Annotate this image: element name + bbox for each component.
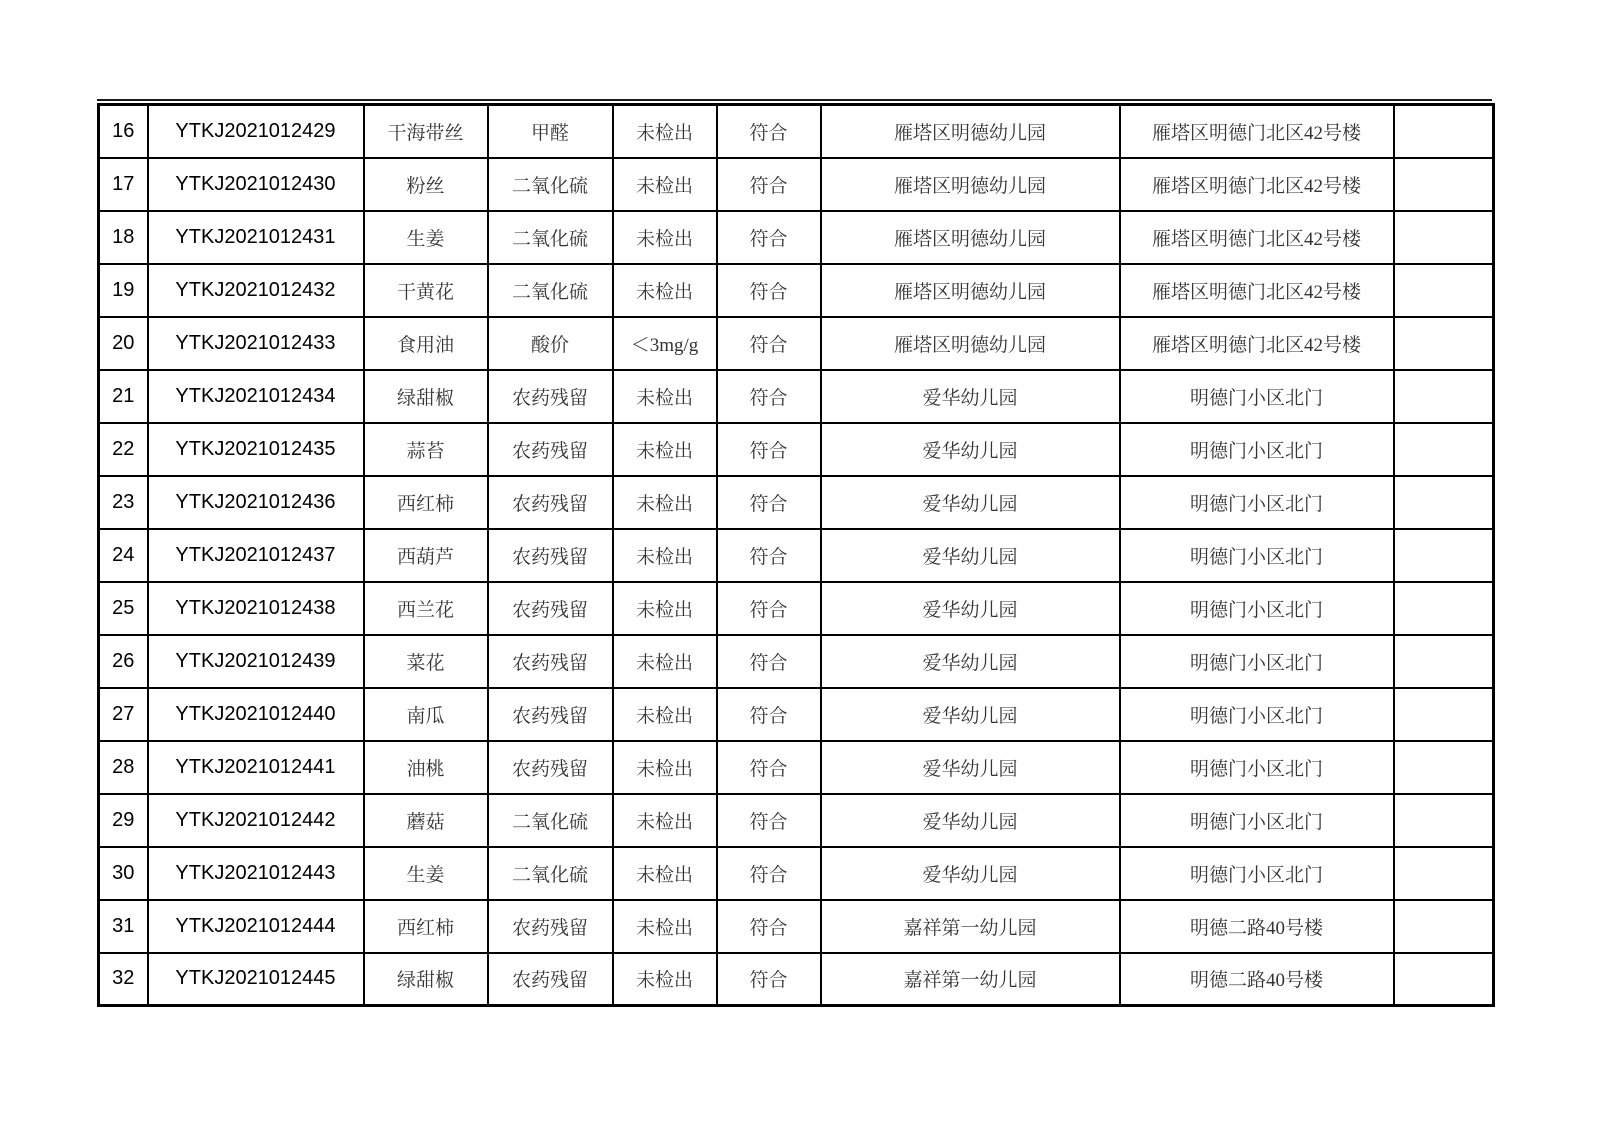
cell-remark [1394,794,1494,847]
cell-remark [1394,317,1494,370]
cell-test-item: 农药残留 [488,370,613,423]
cell-sample-name: 干海带丝 [364,105,488,158]
table-row [99,423,1494,476]
cell-test-result: 未检出 [613,635,717,688]
cell-sampled-unit: 爱华幼儿园 [821,582,1120,635]
table-row [99,105,1494,158]
cell-remark [1394,158,1494,211]
cell-sample-code: YTKJ2021012445 [148,953,364,1006]
cell-sample-name: 生姜 [364,847,488,900]
cell-remark [1394,635,1494,688]
cell-conclusion: 符合 [717,847,821,900]
cell-row-number: 29 [99,794,148,847]
cell-sample-code: YTKJ2021012433 [148,317,364,370]
cell-conclusion: 符合 [717,741,821,794]
cell-conclusion: 符合 [717,264,821,317]
cell-sampled-unit: 雁塔区明德幼儿园 [821,158,1120,211]
cell-conclusion: 符合 [717,529,821,582]
cell-row-number: 19 [99,264,148,317]
cell-test-result: 未检出 [613,741,717,794]
cell-sampled-unit: 爱华幼儿园 [821,688,1120,741]
cell-test-item: 农药残留 [488,635,613,688]
cell-remark [1394,423,1494,476]
cell-remark [1394,370,1494,423]
table-row [99,688,1494,741]
cell-conclusion: 符合 [717,688,821,741]
cell-sample-name: 绿甜椒 [364,953,488,1006]
table-row [99,794,1494,847]
inspection-results-table [97,103,1495,1007]
cell-remark [1394,264,1494,317]
cell-remark [1394,529,1494,582]
cell-test-item: 二氧化硫 [488,794,613,847]
cell-test-result: 未检出 [613,953,717,1006]
cell-test-result: 未检出 [613,688,717,741]
cell-sample-name: 南瓜 [364,688,488,741]
cell-conclusion: 符合 [717,953,821,1006]
cell-sampled-unit: 爱华幼儿园 [821,741,1120,794]
cell-sampled-unit: 爱华幼儿园 [821,370,1120,423]
cell-sample-name: 菜花 [364,635,488,688]
cell-sample-code: YTKJ2021012440 [148,688,364,741]
cell-sampled-unit: 爱华幼儿园 [821,529,1120,582]
cell-conclusion: 符合 [717,317,821,370]
cell-row-number: 23 [99,476,148,529]
table-row [99,264,1494,317]
cell-conclusion: 符合 [717,794,821,847]
cell-test-item: 农药残留 [488,476,613,529]
cell-remark [1394,847,1494,900]
cell-test-item: 二氧化硫 [488,158,613,211]
table-row [99,741,1494,794]
table-row [99,317,1494,370]
cell-sample-code: YTKJ2021012429 [148,105,364,158]
cell-sample-code: YTKJ2021012444 [148,900,364,953]
cell-sampled-unit: 雁塔区明德幼儿园 [821,264,1120,317]
cell-sampled-unit: 嘉祥第一幼儿园 [821,900,1120,953]
cell-sampled-unit: 爱华幼儿园 [821,847,1120,900]
cell-address: 明德门小区北门 [1120,370,1394,423]
cell-remark [1394,741,1494,794]
cell-test-result: 未检出 [613,476,717,529]
cell-address: 雁塔区明德门北区42号楼 [1120,264,1394,317]
cell-sample-code: YTKJ2021012432 [148,264,364,317]
cell-sample-code: YTKJ2021012436 [148,476,364,529]
cell-conclusion: 符合 [717,370,821,423]
cell-row-number: 21 [99,370,148,423]
cell-test-item: 农药残留 [488,741,613,794]
cell-test-item: 农药残留 [488,900,613,953]
table-row [99,582,1494,635]
table-row [99,476,1494,529]
cell-sampled-unit: 爱华幼儿园 [821,635,1120,688]
cell-test-result: 未检出 [613,794,717,847]
table-body [99,105,1494,1006]
cell-address: 雁塔区明德门北区42号楼 [1120,211,1394,264]
cell-test-result: 未检出 [613,900,717,953]
cell-address: 明德二路40号楼 [1120,953,1394,1006]
cell-sample-code: YTKJ2021012439 [148,635,364,688]
cell-row-number: 31 [99,900,148,953]
cell-address: 雁塔区明德门北区42号楼 [1120,158,1394,211]
cell-sample-code: YTKJ2021012435 [148,423,364,476]
cell-test-item: 农药残留 [488,688,613,741]
cell-test-result: 未检出 [613,423,717,476]
cell-row-number: 24 [99,529,148,582]
table-row [99,529,1494,582]
cell-row-number: 28 [99,741,148,794]
table-row [99,635,1494,688]
cell-sample-name: 食用油 [364,317,488,370]
cell-sample-code: YTKJ2021012442 [148,794,364,847]
cell-test-result: 未检出 [613,370,717,423]
cell-sample-name: 西葫芦 [364,529,488,582]
cell-test-item: 甲醛 [488,105,613,158]
cell-remark [1394,688,1494,741]
cell-conclusion: 符合 [717,476,821,529]
cell-row-number: 26 [99,635,148,688]
cell-sampled-unit: 爱华幼儿园 [821,794,1120,847]
cell-row-number: 20 [99,317,148,370]
cell-test-item: 二氧化硫 [488,847,613,900]
cell-address: 雁塔区明德门北区42号楼 [1120,317,1394,370]
cell-address: 明德门小区北门 [1120,741,1394,794]
cell-address: 明德二路40号楼 [1120,900,1394,953]
cell-row-number: 27 [99,688,148,741]
cell-sample-code: YTKJ2021012437 [148,529,364,582]
cell-conclusion: 符合 [717,423,821,476]
cell-test-result: 未检出 [613,847,717,900]
cell-sampled-unit: 雁塔区明德幼儿园 [821,105,1120,158]
cell-address: 明德门小区北门 [1120,582,1394,635]
cell-test-item: 农药残留 [488,529,613,582]
cell-address: 明德门小区北门 [1120,688,1394,741]
cell-sampled-unit: 爱华幼儿园 [821,476,1120,529]
cell-sample-name: 干黄花 [364,264,488,317]
cell-conclusion: 符合 [717,211,821,264]
cell-test-result: 未检出 [613,264,717,317]
cell-test-item: 二氧化硫 [488,264,613,317]
cell-conclusion: 符合 [717,158,821,211]
cell-test-result: 未检出 [613,158,717,211]
cell-remark [1394,900,1494,953]
cell-sample-name: 油桃 [364,741,488,794]
cell-conclusion: 符合 [717,635,821,688]
cell-sampled-unit: 嘉祥第一幼儿园 [821,953,1120,1006]
cell-address: 明德门小区北门 [1120,476,1394,529]
table-row [99,953,1494,1006]
cell-test-result: ＜3mg/g [613,317,717,370]
cell-test-result: 未检出 [613,582,717,635]
cell-address: 明德门小区北门 [1120,423,1394,476]
cell-sampled-unit: 雁塔区明德幼儿园 [821,317,1120,370]
cell-row-number: 22 [99,423,148,476]
cell-row-number: 30 [99,847,148,900]
cell-address: 明德门小区北门 [1120,794,1394,847]
cell-row-number: 32 [99,953,148,1006]
cell-conclusion: 符合 [717,105,821,158]
cell-address: 雁塔区明德门北区42号楼 [1120,105,1394,158]
cell-sample-name: 蒜苔 [364,423,488,476]
table-row [99,847,1494,900]
cell-address: 明德门小区北门 [1120,529,1394,582]
cell-sample-name: 西兰花 [364,582,488,635]
cell-sample-code: YTKJ2021012431 [148,211,364,264]
cell-remark [1394,953,1494,1006]
table-row [99,900,1494,953]
cell-remark [1394,211,1494,264]
cell-row-number: 25 [99,582,148,635]
cell-sample-code: YTKJ2021012443 [148,847,364,900]
cell-test-item: 农药残留 [488,423,613,476]
cell-row-number: 18 [99,211,148,264]
cell-conclusion: 符合 [717,900,821,953]
cell-sample-name: 蘑菇 [364,794,488,847]
cell-sample-code: YTKJ2021012441 [148,741,364,794]
cell-sample-code: YTKJ2021012430 [148,158,364,211]
cell-sampled-unit: 雁塔区明德幼儿园 [821,211,1120,264]
cell-sample-code: YTKJ2021012438 [148,582,364,635]
cell-sampled-unit: 爱华幼儿园 [821,423,1120,476]
cell-address: 明德门小区北门 [1120,847,1394,900]
cell-sample-code: YTKJ2021012434 [148,370,364,423]
cell-test-item: 二氧化硫 [488,211,613,264]
cell-test-result: 未检出 [613,529,717,582]
cell-sample-name: 生姜 [364,211,488,264]
cell-row-number: 16 [99,105,148,158]
cell-sample-name: 粉丝 [364,158,488,211]
cell-test-item: 农药残留 [488,582,613,635]
cell-address: 明德门小区北门 [1120,635,1394,688]
table-row [99,158,1494,211]
cell-conclusion: 符合 [717,582,821,635]
table-row [99,211,1494,264]
table-top-rule [97,99,1492,101]
cell-sample-name: 西红柿 [364,900,488,953]
cell-row-number: 17 [99,158,148,211]
cell-remark [1394,582,1494,635]
cell-sample-name: 西红柿 [364,476,488,529]
cell-remark [1394,105,1494,158]
cell-test-result: 未检出 [613,211,717,264]
cell-test-item: 酸价 [488,317,613,370]
table-row [99,370,1494,423]
cell-test-result: 未检出 [613,105,717,158]
cell-test-item: 农药残留 [488,953,613,1006]
cell-sample-name: 绿甜椒 [364,370,488,423]
cell-remark [1394,476,1494,529]
